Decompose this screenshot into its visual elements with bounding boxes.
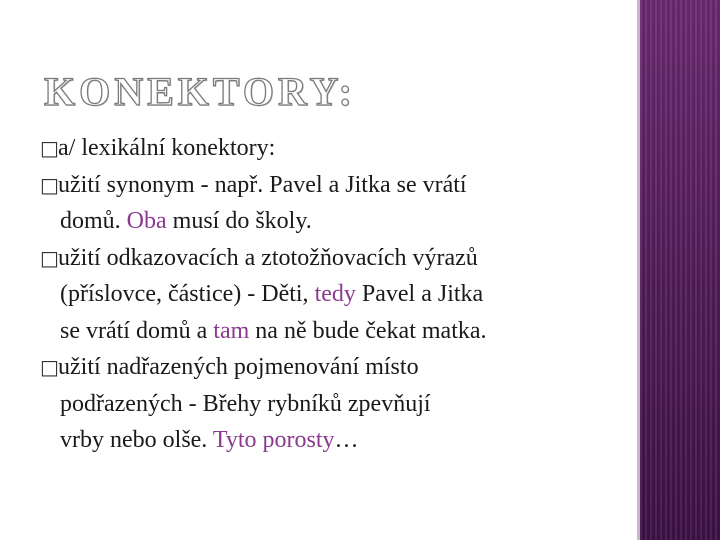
text-segment: … — [334, 427, 359, 453]
bullet-item — [40, 240, 620, 277]
highlighted-word: tedy — [314, 281, 356, 307]
bullet-icon: □ — [40, 136, 59, 160]
highlighted-word: Tyto porosty — [212, 427, 335, 453]
line-text — [60, 276, 483, 313]
line-text — [60, 422, 359, 459]
bullet-continuation — [40, 203, 620, 240]
line-text — [58, 167, 467, 204]
line-text — [60, 386, 431, 423]
line-text — [58, 349, 419, 386]
text-segment: (příslovce, částice) - Děti, — [60, 281, 315, 307]
bullet-item — [40, 167, 620, 204]
text-segment: a/ lexikální konektory: — [58, 135, 276, 161]
line-text — [60, 203, 312, 240]
text-segment: musí do školy. — [166, 208, 312, 234]
text-segment: na ně bude čekat matka. — [249, 317, 487, 344]
highlighted-word: tam — [213, 317, 250, 344]
slide-title: KONEKTORY: — [44, 69, 356, 114]
text-segment: Pavel a Jitka — [355, 281, 484, 307]
line-text — [58, 130, 275, 167]
bullet-icon: □ — [40, 245, 59, 270]
bullet-continuation — [40, 276, 620, 313]
bullet-item — [40, 130, 620, 167]
bullet-continuation — [40, 386, 620, 423]
bullet-continuation — [40, 313, 620, 350]
slide-body — [40, 130, 620, 459]
text-segment: užití nadřazených pojmenování místo — [58, 354, 419, 380]
highlighted-word: Oba — [126, 208, 167, 234]
text-segment: podřazených - Břehy rybníků zpevňují — [60, 390, 431, 417]
bullet-icon: □ — [40, 355, 59, 379]
line-text — [58, 240, 478, 277]
text-segment: užití synonym - např. Pavel a Jitka se vrátí — [58, 171, 467, 198]
bullet-item — [40, 349, 620, 386]
text-segment: užití odkazovacích a ztotožňovacích výrazů — [58, 244, 478, 271]
bullet-continuation — [40, 422, 620, 459]
text-segment: domů. — [60, 208, 127, 234]
text-segment: se vrátí domů a — [60, 317, 214, 344]
line-text — [60, 313, 487, 350]
bullet-icon: □ — [40, 172, 59, 197]
decorative-side-bar — [640, 0, 720, 540]
text-segment: vrby nebo olše. — [60, 427, 213, 453]
